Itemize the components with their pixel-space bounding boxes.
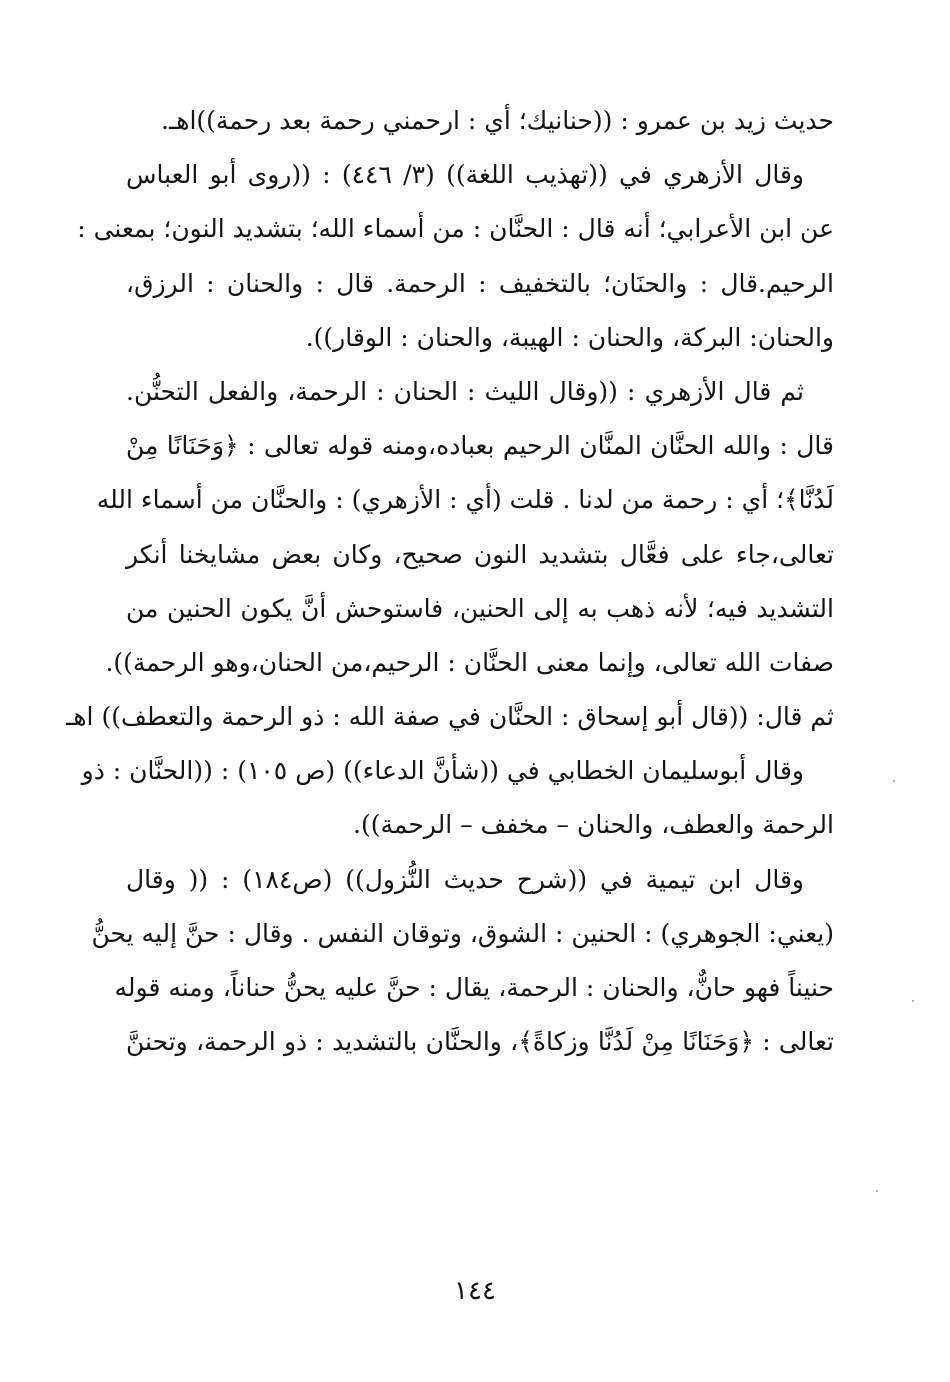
text-line-2: وقال الأزهري في ((تهذيب اللغة)) (٣/ ٤٤٦) : ((روى أبو العباس	[126, 160, 804, 190]
scan-speck	[893, 780, 895, 782]
text-line-15: وقال ابن تيمية في ((شرح حديث النُّزول)) (ص١٨٤) : (( وقال	[126, 864, 804, 894]
text-line-1: حديث زيد بن عمرو : ((حنانيك؛ أي : ارحمني رحمة بعد رحمة))اهـ.	[161, 106, 834, 135]
text-line-9: تعالى،جاء على فعَّال بتشديد النون صحيح، وكان بعض مشايخنا أنكر	[126, 539, 834, 569]
text-line-16: (يعني: الجوهري) : الحنين : الشوق، وتوقان النفس . وقال : حنَّ إليه يحنُّ	[91, 918, 834, 948]
text-line-17: حنيناً فهو حانٌّ، والحنان : الرحمة، يقال : حنَّ عليه يحنُّ حناناً، ومنه قوله	[114, 973, 834, 1002]
text-line-10: التشديد فيه؛ لأنه ذهب به إلى الحنين، فاستوحش أنَّ يكون الحنين من	[126, 593, 834, 623]
scan-speck	[876, 1190, 878, 1192]
text-line-12: ثم قال: ((قال أبو إسحاق : الحنَّان في صفة الله : ذو الرحمة والتعطف)) اهـ	[66, 702, 834, 732]
text-line-13: وقال أبوسليمان الخطابي في ((شأنَّ الدعاء)) (ص ١٠٥) : ((الحنَّان : ذو	[81, 756, 804, 786]
body-text	[66, 94, 834, 1069]
text-line-7: قال : والله الحنَّان المنَّان الرحيم بعباده،ومنه قوله تعالى : ﴿وَحَنَانًا مِنْ	[126, 431, 834, 461]
text-line-5: والحنان: البركة، والحنان : الهيبة، والحنان : الوقار)).	[305, 322, 834, 352]
text-line-8: لَدُنَّا﴾؛ أي : رحمة من لدنا . قلت (أي : الأزهري) : والحنَّان من أسماء الله	[96, 485, 834, 515]
text-line-4: الرحيم.قال : والحنَان؛ بالتخفيف : الرحمة. قال : والحنان : الرزق،	[126, 268, 834, 298]
page-number: ١٤٤	[454, 1276, 496, 1306]
text-line-6: ثم قال الأزهري : ((وقال الليث : الحنان : الرحمة، والفعل التحنُّن.	[126, 376, 804, 406]
text-line-3: عن ابن الأعرابي؛ أنه قال : الحنَّان : من أسماء الله؛ بتشديد النون؛ بمعنى :	[77, 214, 834, 244]
text-line-14: الرحمة والعطف، والحنان – مخفف – الرحمة)).	[353, 810, 834, 840]
text-line-18: تعالى : ﴿وَحَنَانًا مِنْ لَدُنَّا وزكاةً﴾، والحنَّان بالتشديد : ذو الرحمة، وتحننَّ	[126, 1027, 834, 1057]
scan-speck	[912, 1000, 914, 1002]
text-line-11: صفات الله تعالى، وإنما معنى الحنَّان : الرحيم،من الحنان،وهو الرحمة)).	[105, 647, 834, 677]
